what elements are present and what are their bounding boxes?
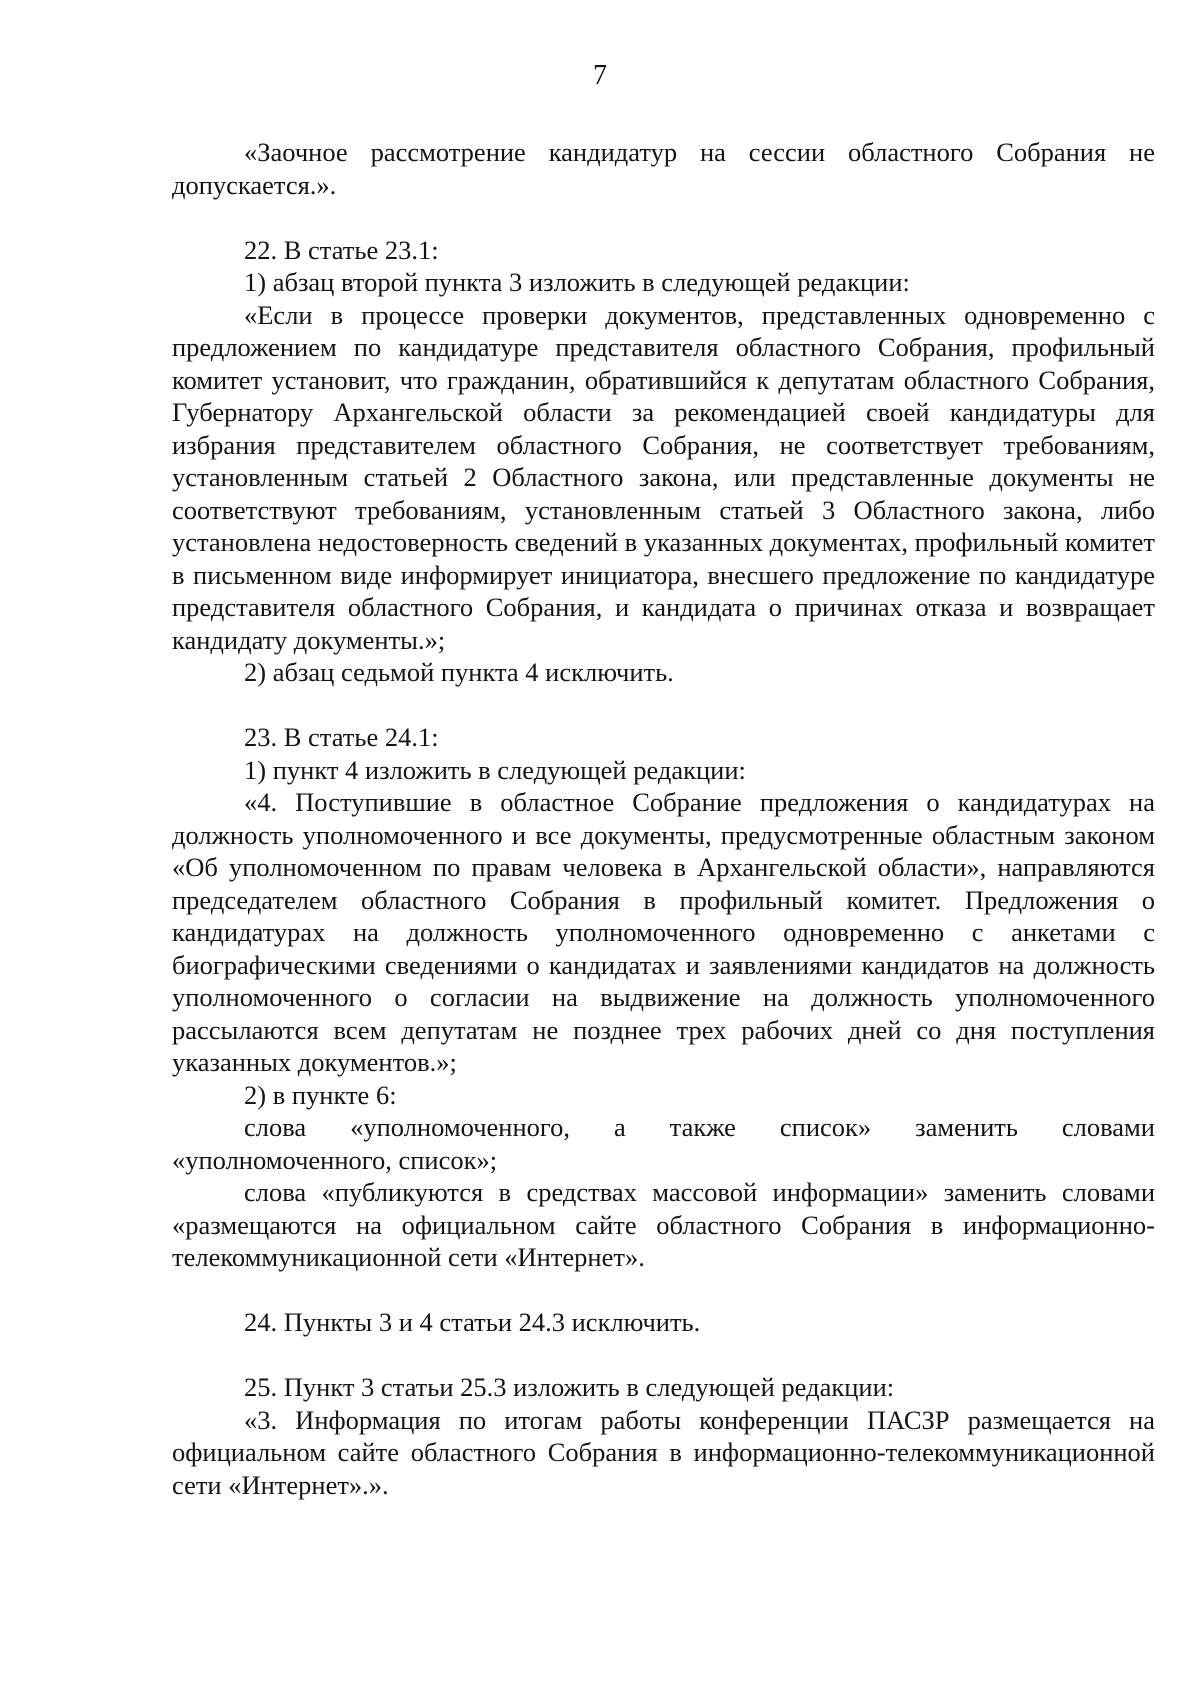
document-body: [172, 136, 1155, 1501]
paragraph-item-24: 24. Пункты 3 и 4 статьи 24.3 исключить.: [244, 1307, 701, 1337]
paragraph-item-25: 25. Пункт 3 статьи 25.3 изложить в следующей редакции:: [244, 1372, 895, 1402]
paragraph-item-23-quote: «4. Поступившие в областное Собрание предложения о кандидатурах на должность уполномоченного и все документы, предусмотренные областным законом «Об уполномоченном по правам человека в Архангельской области», направляются председателем областного Собрания в профильный комитет. Предложения о кандидатурах на должность уполномоченного одновременно с анкетами с биографическими сведениями о кандидатах и заявлениями кандидатов на должность уполномоченного о согласии на выдвижение на должность уполномоченного рассылаются всем депутатам не позднее трех рабочих дней со дня поступления указанных документов.»;: [172, 787, 1155, 1077]
paragraph-item-22-sub-2: 2) абзац седьмой пункта 4 исключить.: [244, 657, 674, 687]
paragraph-item-23-words-2: слова «публикуются в средствах массовой информации» заменить словами «размещаются на официальном сайте областного Собрания в информационно-телекоммуникационной сети «Интернет».: [172, 1177, 1155, 1272]
paragraph-item-22-sub-1: 1) абзац второй пункта 3 изложить в следующей редакции:: [244, 267, 910, 297]
paragraph-item-23-words-1: слова «уполномоченного, а также список» заменить словами «уполномоченного, список»;: [172, 1112, 1155, 1175]
paragraph-item-22: 22. В статье 23.1:: [244, 234, 439, 265]
paragraph-item-23: 23. В статье 24.1:: [244, 722, 439, 752]
paragraph-item-23-sub-1: 1) пункт 4 изложить в следующей редакции:: [244, 754, 746, 785]
paragraph-session-absentee: «Заочное рассмотрение кандидатур на сессии областного Собрания не допускается.».: [172, 137, 1155, 200]
paragraph-item-23-sub-2: 2) в пункте 6:: [244, 1079, 397, 1110]
paragraph-item-22-quote: «Если в процессе проверки документов, представленных одновременно с предложением по кандидатуре представителя областного Собрания, профильный комитет установит, что гражданин, обратившийся к депутатам областного Собрания, Губернатору Архангельской области за рекомендацией своей кандидатуры для избрания представителем областного Собрания, не соответствует требованиям, установленным статьей 2 Областного закона, или представленные документы не соответствуют требованиям, установленным статьей 3 Областного закона, либо установлена недостоверность сведений в указанных документах, профильный комитет в письменном виде информирует инициатора, внесшего предложение по кандидатуре представителя областного Собрания, и кандидата о причинах отказа и возвращает кандидату документы.»;: [172, 299, 1155, 655]
page-number: 7: [593, 60, 607, 91]
paragraph-item-25-quote: «3. Информация по итогам работы конференции ПАСЗР размещается на официальном сайте областного Собрания в информационно-телекоммуникационной сети «Интернет».».: [172, 1404, 1155, 1500]
